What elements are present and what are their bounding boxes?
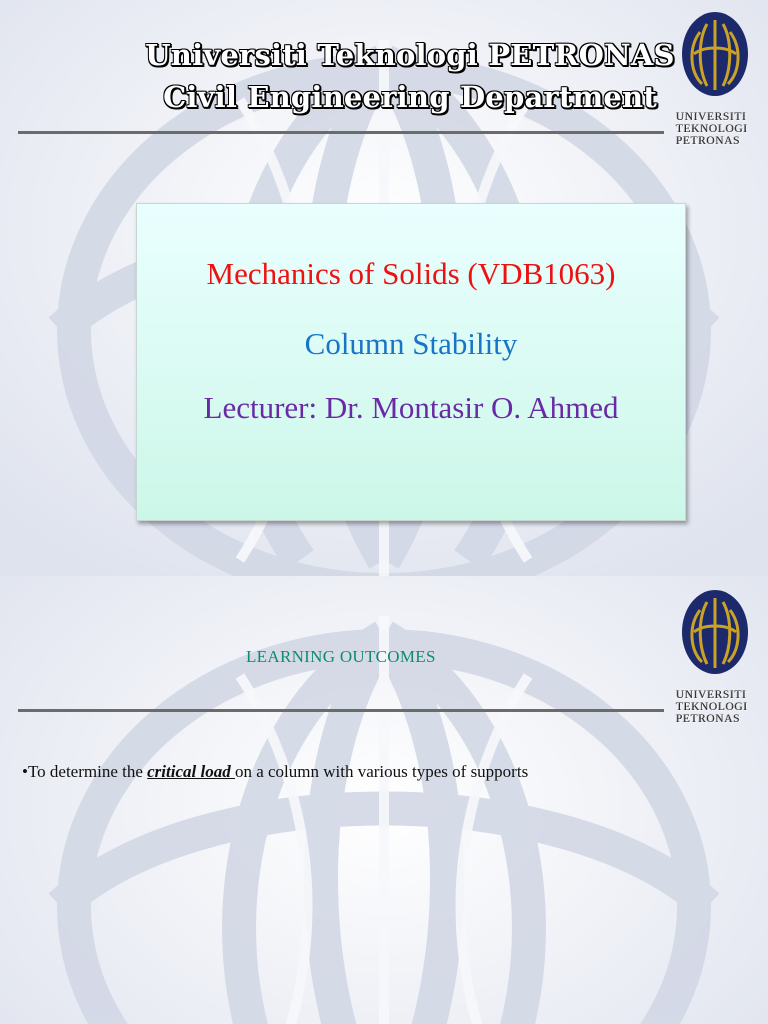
utp-logo	[676, 588, 756, 725]
logo-text-line3: PETRONAS	[676, 135, 741, 147]
header-divider	[18, 709, 664, 712]
header-divider	[18, 131, 664, 134]
utp-emblem-icon	[680, 10, 750, 98]
department-title: Civil Engineering Department	[163, 80, 657, 114]
learning-outcomes-heading: LEARNING OUTCOMES	[246, 647, 436, 666]
utp-watermark-icon	[0, 576, 768, 1024]
title-box	[136, 203, 686, 521]
logo-text-line2: TEKNOLOGI	[676, 123, 748, 135]
topic-title: Column Stability	[304, 326, 518, 361]
course-title: Mechanics of Solids (VDB1063)	[206, 256, 616, 291]
slide-learning-outcomes	[0, 576, 768, 1024]
logo-text-line3: PETRONAS	[676, 713, 741, 725]
university-title: Universiti Teknologi PETRONAS	[145, 38, 675, 72]
logo-text-line1: UNIVERSITI	[676, 689, 747, 701]
bullet-prefix: •To determine the	[22, 762, 148, 781]
bullet-suffix: on a column with various types of supports	[234, 762, 529, 781]
learning-outcome-bullet	[22, 762, 528, 782]
utp-logo	[676, 10, 756, 147]
critical-load-emphasis: critical load	[147, 762, 235, 781]
logo-text-line2: TEKNOLOGI	[676, 701, 748, 713]
lecturer-name: Lecturer: Dr. Montasir O. Ahmed	[203, 390, 619, 425]
logo-text-line1: UNIVERSITI	[676, 111, 747, 123]
utp-emblem-icon	[680, 588, 750, 676]
